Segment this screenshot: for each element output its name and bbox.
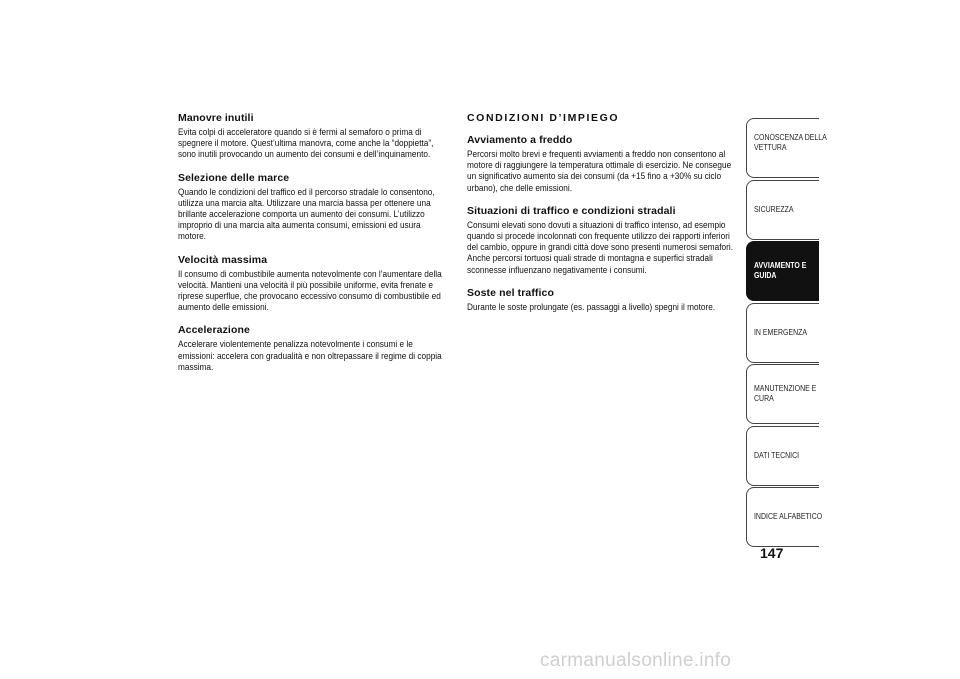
section-heading: Soste nel traffico <box>467 286 554 299</box>
section-soste <box>467 287 742 313</box>
tab-label: MANUTENZIONE E CURA <box>754 383 817 403</box>
chapter-tabs <box>746 118 827 549</box>
tab-label: INDICE ALFABETICO <box>754 511 823 521</box>
section-selezione <box>178 172 450 243</box>
right-column <box>467 112 742 324</box>
section-body: Consumi elevati sono dovuti a situazioni di traffico intenso, ad esempio quando si procede incolonnati con frequente utilizzo dei rapporti inferiori del cambio, oppure in grandi città dove sono presenti numerosi semafori. Anche percorsi tortuosi quali strade di montagna e superfici stradali sconnesse influenzano negativamente i consumi. <box>467 219 734 276</box>
tab-conoscenza[interactable] <box>746 118 827 178</box>
tab-label: DATI TECNICI <box>754 449 800 460</box>
tab-label: SICUREZZA <box>754 203 794 214</box>
section-manovre <box>178 112 450 161</box>
section-velocita <box>178 254 450 314</box>
section-avviamento <box>467 134 742 194</box>
watermark: carmanualsonline.info <box>540 650 732 671</box>
section-heading: Selezione delle marce <box>178 171 290 184</box>
tab-sicurezza[interactable] <box>746 180 819 240</box>
tab-label: AVVIAMENTO E GUIDA <box>754 260 807 280</box>
section-body: Il consumo di combustibile aumenta notevolmente con l’aumentare della velocità. Mantieni una velocità il più possibile uniforme, evita frenate e riprese superflue, che provocano eccessivo consumo di combustibile ed aumento delle emissioni. <box>178 268 442 314</box>
tab-manutenzione[interactable] <box>746 364 819 424</box>
section-heading: Accelerazione <box>178 324 250 337</box>
tab-label: CONOSCENZA DELLA VETTURA <box>754 132 827 152</box>
tab-emergenza[interactable] <box>746 303 819 363</box>
left-column <box>178 112 450 384</box>
section-heading: Avviamento a freddo <box>467 134 573 146</box>
section-body: Percorsi molto brevi e frequenti avviamenti a freddo non consentono al motore di raggiungere la temperatura ottimale di esercizio. Ne consegue un significativo aumento sia dei consumi (da +15 fino a +30% su ciclo urbano), che delle emissioni. <box>467 149 732 194</box>
tab-label: IN EMERGENZA <box>754 326 808 337</box>
tab-indice[interactable] <box>746 487 823 547</box>
page-number: 147 <box>760 545 784 561</box>
section-heading: Situazioni di traffico e condizioni stradali <box>467 204 676 217</box>
chapter-title: CONDIZIONI D’IMPIEGO <box>467 112 620 124</box>
section-body: Accelerare violentemente penalizza notevolmente i consumi e le emissioni: accelera con gradualità e non oltrepassare il regime di coppia massima. <box>178 339 442 373</box>
tab-dati-tecnici[interactable] <box>746 426 819 486</box>
section-traffico <box>467 205 742 276</box>
section-accelerazione <box>178 324 450 373</box>
section-body: Evita colpi di acceleratore quando si è fermi al semaforo o prima di spegnere il motore. Quest’ultima manovra, come anche la “doppietta”, sono inutili provocando un aumento dei consumi e dell’inquinamento. <box>178 127 434 161</box>
section-body: Durante le soste prolungate (es. passaggi a livello) spegni il motore. <box>467 301 716 313</box>
section-heading: Manovre inutili <box>178 112 254 124</box>
tab-avviamento[interactable] <box>746 241 819 301</box>
section-heading: Velocità massima <box>178 253 268 266</box>
section-body: Quando le condizioni del traffico ed il percorso stradale lo consentono, utilizza una marcia alta. Utilizzare una marcia bassa per ottenere una brillante accelerazione comporta un aumento dei consumi. L’utilizzo improprio di una marcia alta aumenta consumi, emissioni ed usura motore. <box>178 186 435 243</box>
